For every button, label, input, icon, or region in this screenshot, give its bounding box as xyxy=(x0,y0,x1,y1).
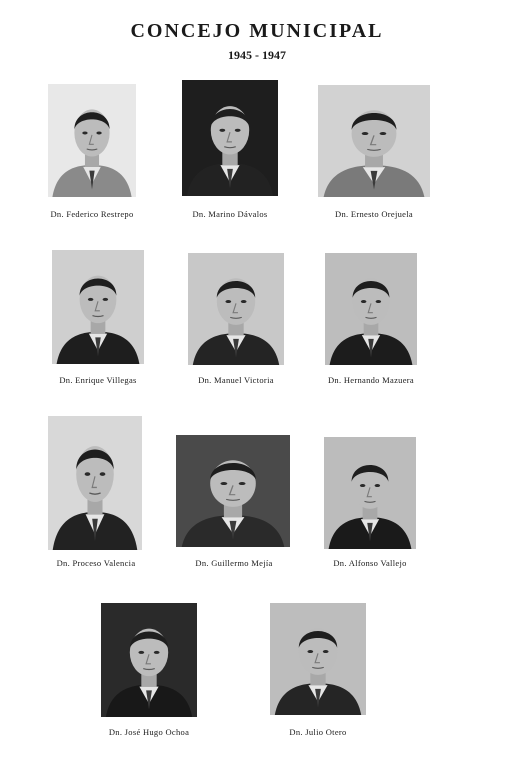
portrait-photo xyxy=(52,250,144,364)
portrait-photo xyxy=(48,416,142,550)
portrait-photo xyxy=(324,437,416,549)
member-name: Dn. Hernando Mazuera xyxy=(327,375,414,385)
portrait-photo xyxy=(48,84,136,197)
member-name: Dn. Marino Dávalos xyxy=(192,209,268,219)
portrait-photo xyxy=(270,603,366,715)
page-title: CONCEJO MUNICIPAL xyxy=(130,20,384,42)
member-name: Dn. Federico Restrepo xyxy=(50,209,134,219)
portrait-photo xyxy=(101,603,197,717)
member-name: Dn. Alfonso Vallejo xyxy=(333,558,407,568)
member-name: Dn. Ernesto Orejuela xyxy=(335,209,413,219)
member-name: Dn. Enrique Villegas xyxy=(59,375,137,385)
member-name: Dn. Manuel Victoria xyxy=(198,375,274,385)
member-name: Dn. Guillermo Mejía xyxy=(195,558,273,568)
member-name: Dn. Proceso Valencia xyxy=(56,558,136,568)
portrait-photo xyxy=(188,253,284,365)
portrait-photo xyxy=(325,253,417,365)
portrait-photo xyxy=(318,85,430,197)
member-name: Dn. José Hugo Ochoa xyxy=(108,727,190,737)
portrait-photo xyxy=(182,80,278,196)
member-name: Dn. Julio Otero xyxy=(289,727,347,737)
term-years: 1945 - 1947 xyxy=(228,48,286,62)
portrait-photo xyxy=(176,435,290,547)
